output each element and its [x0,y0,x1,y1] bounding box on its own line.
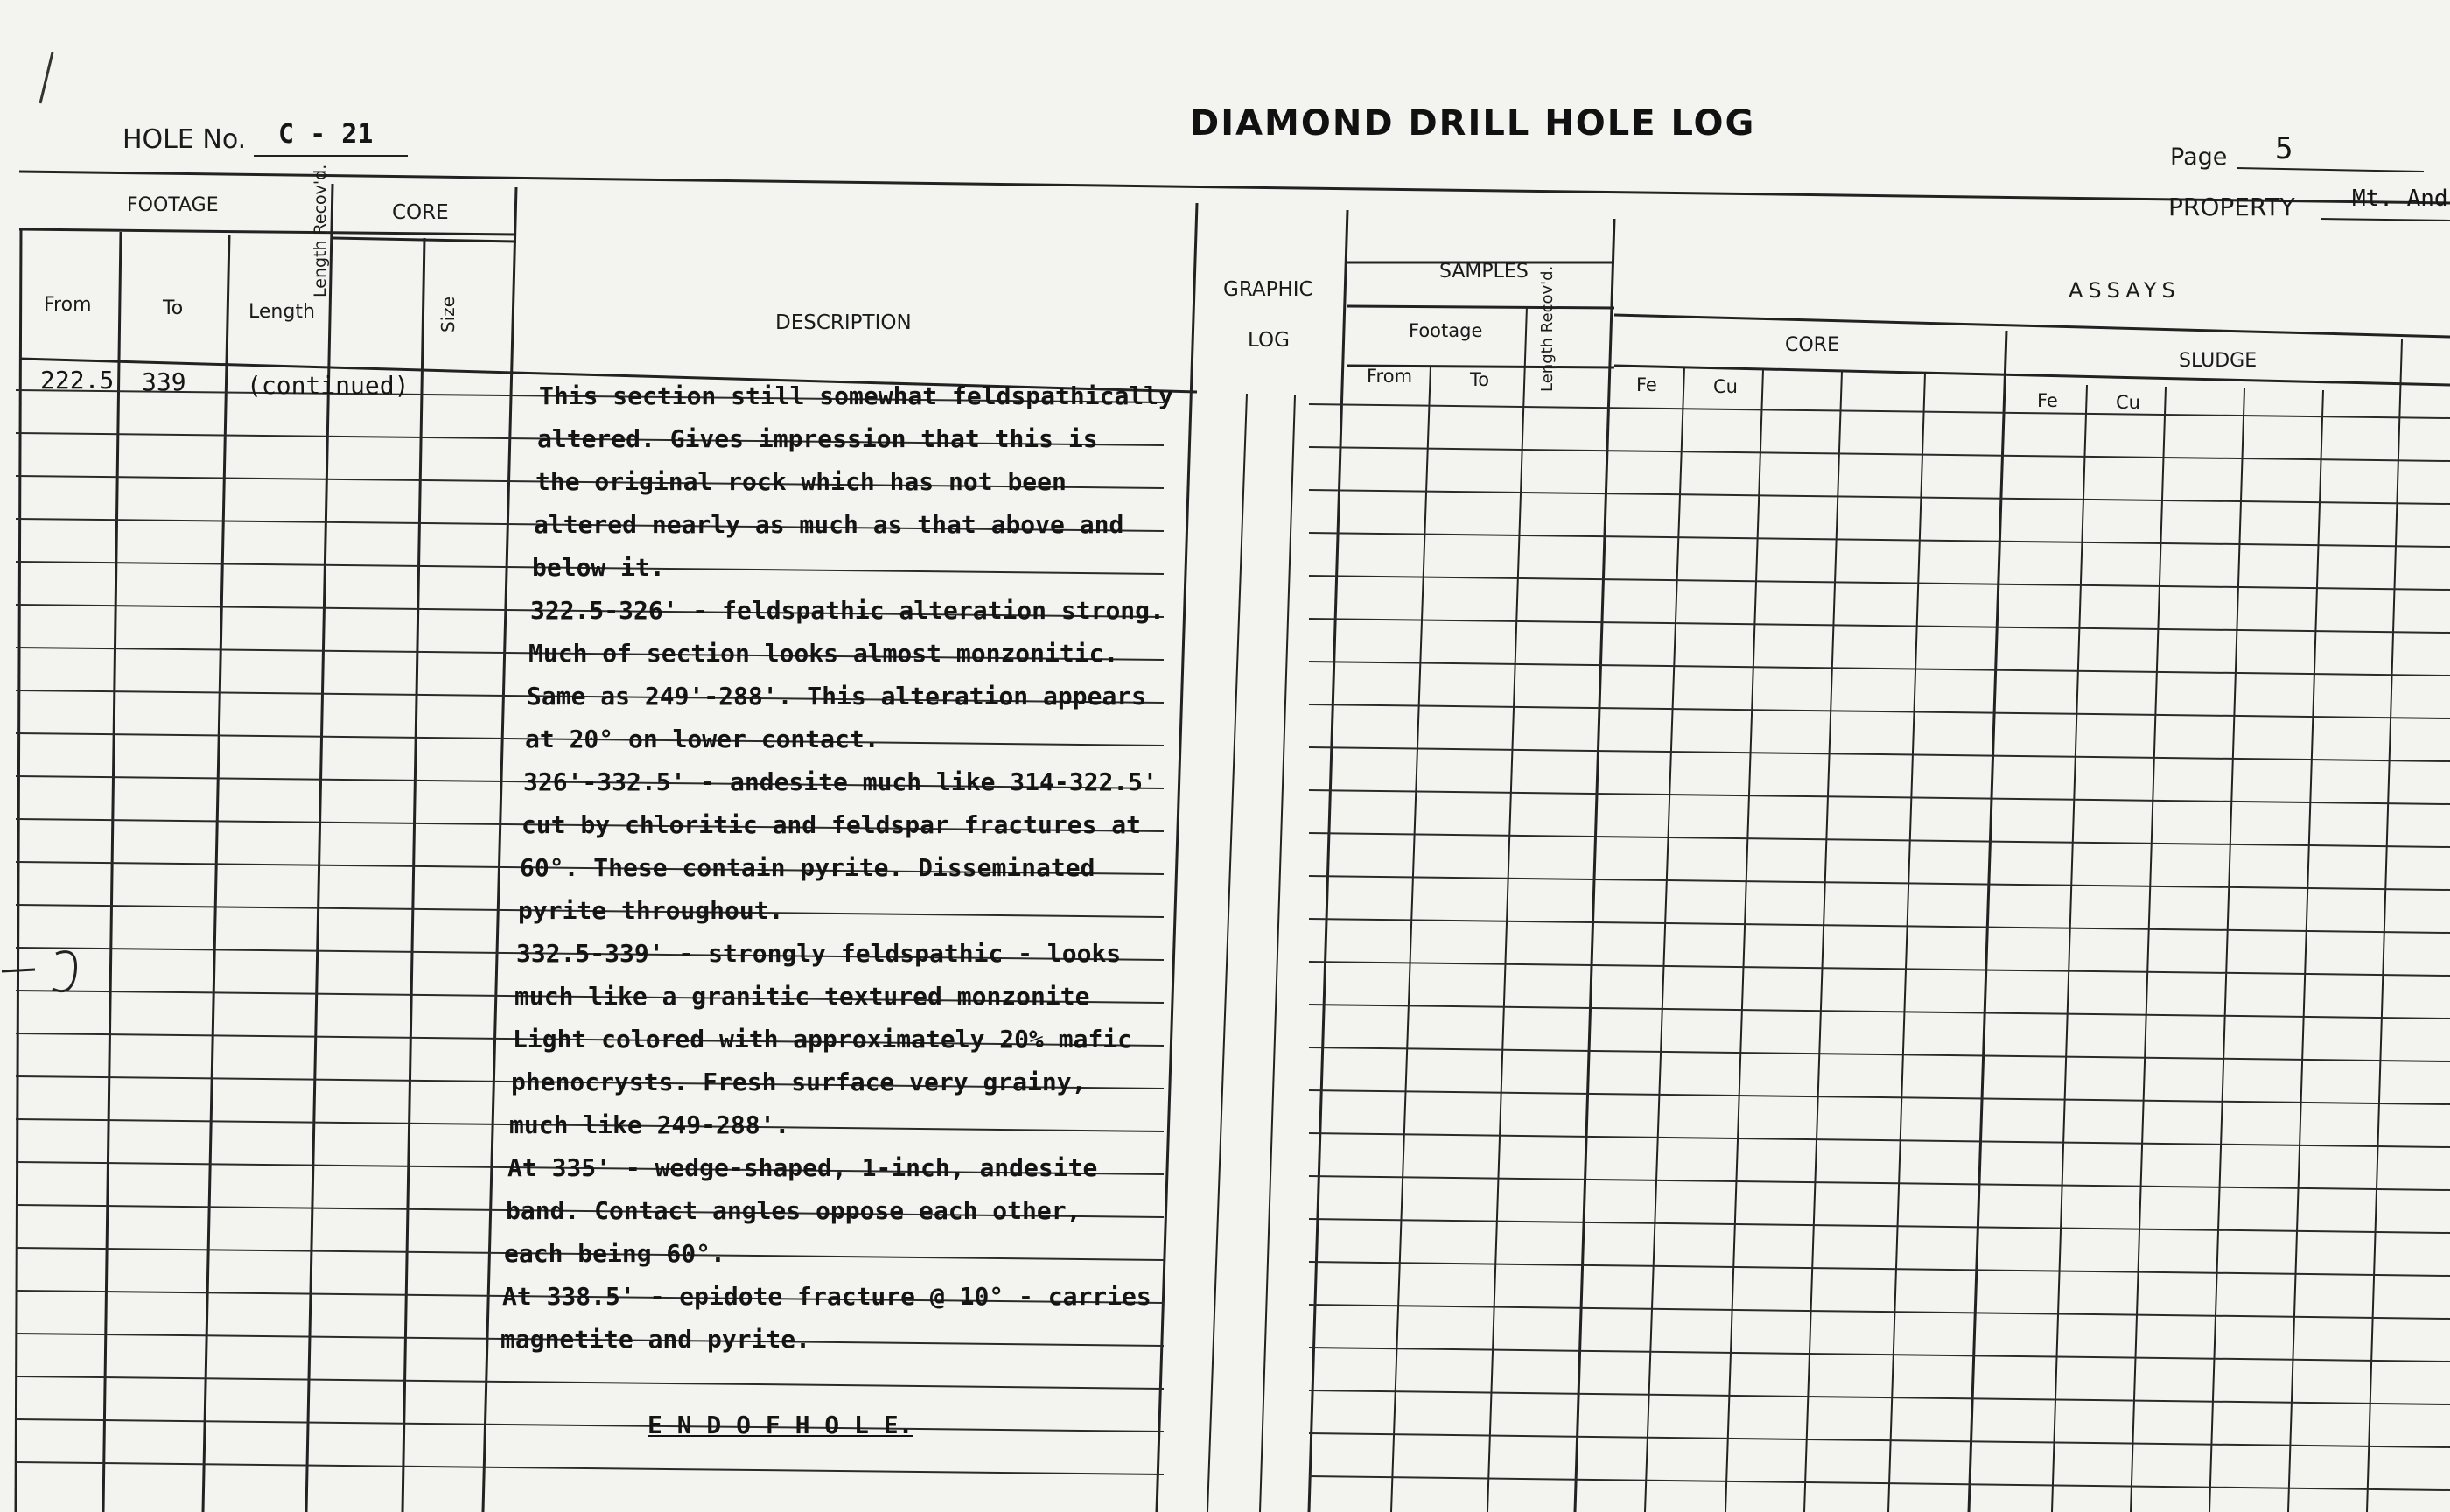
sludge-cu-header: Cu [2116,392,2140,413]
description-line: much like a granitic textured monzonite [514,982,1090,1011]
assays-core-header: CORE [1785,334,1839,356]
footage-header: FOOTAGE [127,194,219,216]
description-line: much like 249-288'. [509,1110,790,1139]
hole-no-label: HOLE No. [122,124,247,155]
page-value: 5 [2275,131,2293,166]
description-line: Much of section looks almost monzonitic. [528,639,1119,668]
samples-length-recovd-header: Length Recov'd. [1538,265,1557,392]
from-header: From [44,294,92,316]
samples-header: SAMPLES [1439,261,1529,283]
length-header: Length [248,301,315,323]
core-fe-header: Fe [1636,374,1657,396]
row-to-value: 339 [142,368,186,396]
description-line: 322.5-326' - feldspathic alteration strong. [530,596,1165,625]
description-line: pyrite throughout. [518,896,784,925]
property-value: Mt. And [2352,186,2448,212]
assays-sludge-header: SLUDGE [2179,350,2258,372]
description-line: band. Contact angles oppose each other, [506,1196,1082,1225]
description-line: below it. [532,553,665,582]
description-line: magnetite and pyrite. [500,1325,811,1354]
description-line: 332.5-339' - strongly feldspathic - looks [516,939,1122,968]
core-header: CORE [392,201,449,224]
samples-from-header: From [1367,366,1413,387]
sludge-fe-header: Fe [2037,390,2058,411]
assays-header: ASSAYS [2068,278,2180,303]
log-header: LOG [1248,329,1290,352]
hole-no-value: C - 21 [278,119,374,150]
description-header: DESCRIPTION [775,312,912,334]
to-header: To [163,298,184,319]
description-line: cut by chloritic and feldspar fractures at [522,810,1142,839]
description-line: at 20° on lower contact. [525,724,879,753]
description-line: At 338.5' - epidote fracture @ 10° - carries [502,1282,1152,1311]
size-header: Size [438,296,458,332]
samples-to-header: To [1470,369,1490,390]
description-line: E N D O F H O L E. [648,1410,914,1439]
description-line: the original rock which has not been [536,467,1067,496]
description-line: Same as 249'-288'. This alteration appears [527,682,1147,710]
graphic-header: GRAPHIC [1223,278,1313,301]
document-title: DIAMOND DRILL HOLE LOG [1190,103,1756,144]
description-line: This section still somewhat feldspathically [539,382,1173,410]
description-line: phenocrysts. Fresh surface very grainy, [511,1068,1087,1096]
row-from-value: 222.5 [40,366,115,395]
description-line: Light colored with approximately 20% mafic [513,1025,1133,1054]
description-line: 326'-332.5' - andesite much like 314-322.5' [523,767,1158,796]
property-label: PROPERTY [2168,192,2295,221]
page-label: Page [2170,144,2228,171]
samples-footage-header: Footage [1409,320,1483,341]
description-line: 60°. These contain pyrite. Disseminated [520,853,1096,882]
description-line: altered. Gives impression that this is [537,424,1098,453]
description-line: altered nearly as much as that above and [534,510,1124,539]
description-line: At 335' - wedge-shaped, 1-inch, andesite [508,1153,1098,1182]
description-line: each being 60°. [504,1239,725,1268]
row-length-value: (continued) [247,371,410,400]
core-cu-header: Cu [1713,376,1738,397]
length-recovd-header: Length Recov'd. [311,164,330,298]
